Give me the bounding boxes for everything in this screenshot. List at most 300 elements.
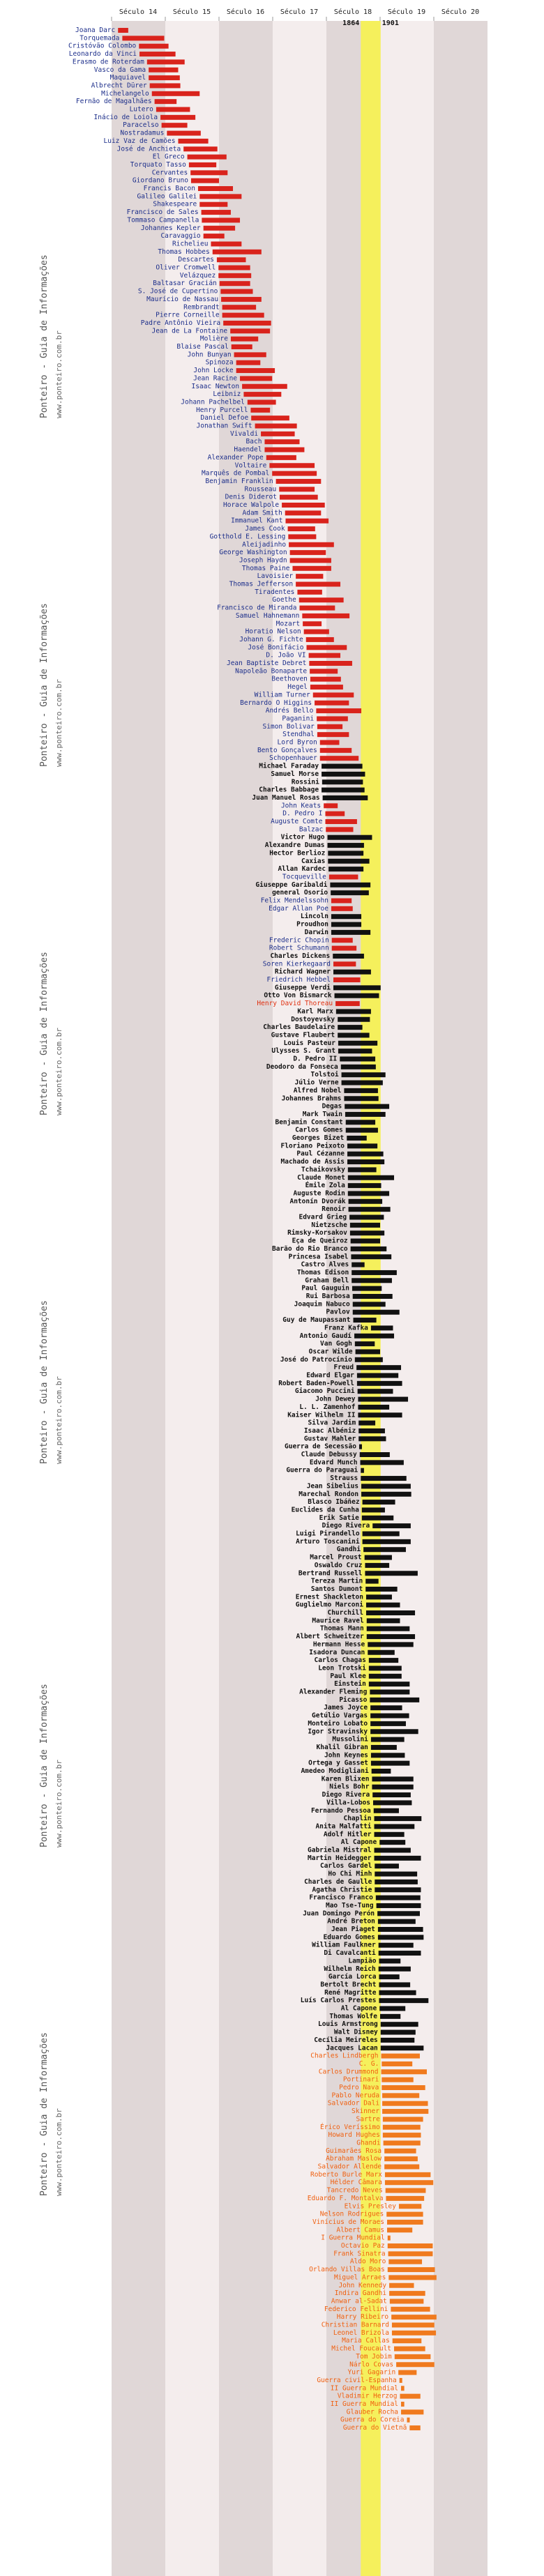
person-label: Inácio de Loiola <box>93 113 158 121</box>
person-label: Ho Chi Minh <box>328 1870 372 1878</box>
watermark-title: Ponteiro - Guia de Informações <box>39 1684 50 1847</box>
person-label: Federico Fellini <box>324 2305 388 2313</box>
watermark-url: www.ponteiro.com.br <box>54 679 63 767</box>
person-label: Vasco da Gama <box>93 66 146 74</box>
timeline-bar <box>361 1492 411 1497</box>
timeline-bar <box>371 1753 405 1758</box>
person-label: Benjamin Franklin <box>205 477 273 485</box>
person-label: Robert Baden-Powell <box>278 1379 354 1387</box>
person-label: Proudhon <box>296 920 328 929</box>
person-label: Miguel Arraes <box>333 2273 386 2282</box>
person-label: Giordano Bruno <box>132 176 188 185</box>
person-label: Lord Byron <box>277 738 317 747</box>
timeline-bar <box>266 455 296 460</box>
person-label: Andrés Bello <box>265 707 314 715</box>
person-label: Jacques Lacan <box>326 2044 378 2052</box>
person-label: Caxias <box>301 857 326 865</box>
person-label: Benjamin Constant <box>275 1118 343 1127</box>
timeline-bar <box>409 2425 420 2430</box>
timeline-bar <box>388 2236 391 2241</box>
timeline-bar <box>370 1721 406 1726</box>
timeline-bar <box>379 1958 400 1963</box>
person-label: Alfred Nobel <box>293 1086 342 1095</box>
timeline-bar <box>320 756 358 761</box>
person-label: Guimarães Rosa <box>326 2147 382 2155</box>
timeline-bar <box>242 384 287 389</box>
person-label: Al Capone <box>340 1838 377 1847</box>
person-label: Franz Kafka <box>324 1324 368 1332</box>
person-label: Descartes <box>178 256 214 264</box>
timeline-bar <box>371 1745 397 1750</box>
person-label: Elvis Presley <box>344 2202 396 2211</box>
timeline-bar <box>331 914 361 919</box>
watermark-url: www.ponteiro.com.br <box>54 1028 63 1115</box>
person-label: Soren Kierkegaard <box>262 960 331 968</box>
person-label: Christian Barnard <box>321 2321 389 2329</box>
timeline-bar <box>361 1460 404 1465</box>
timeline-bar <box>383 2117 423 2121</box>
timeline-bar <box>388 2251 433 2256</box>
person-label: Niels Bohr <box>329 1783 370 1791</box>
timeline-bar <box>370 1714 409 1718</box>
person-label: Maquiavel <box>109 74 146 82</box>
person-label: Tommaso Campanella <box>127 216 199 224</box>
person-label: Jonathan Swift <box>196 422 252 430</box>
timeline-bar <box>381 2078 413 2082</box>
person-label: Schopenhauer <box>269 754 317 763</box>
timeline-bar <box>375 1832 405 1837</box>
highlight-year-label: 1864 <box>342 20 360 27</box>
timeline-bar <box>285 510 322 515</box>
timeline-bar <box>230 328 270 333</box>
person-label: Frederic Chopin <box>269 936 329 945</box>
person-label: Tancredo Neves <box>326 2186 383 2195</box>
person-label: Henry David Thoreau <box>257 1000 333 1008</box>
timeline-bar <box>351 1239 380 1244</box>
timeline-bar <box>358 1405 389 1410</box>
timeline-bar <box>223 321 271 326</box>
person-label: Carlos Gomes <box>295 1126 343 1134</box>
person-label: Hélder Câmara <box>330 2179 382 2187</box>
person-label: Di Cavalcanti <box>324 1949 376 1958</box>
timeline-bar <box>386 2188 426 2193</box>
timeline-bar <box>288 534 316 539</box>
timeline-bar <box>338 1041 377 1046</box>
person-label: Pierre Corneille <box>156 311 220 319</box>
timeline-bar <box>372 1769 391 1774</box>
person-label: José do Patrocínio <box>280 1355 352 1364</box>
timeline-bar <box>396 2362 435 2367</box>
timeline-bar <box>391 2307 430 2312</box>
timeline-bar <box>349 1215 384 1220</box>
timeline-bar <box>264 448 304 452</box>
timeline-bar <box>248 399 276 404</box>
watermark-url: www.ponteiro.com.br <box>54 1760 63 1847</box>
watermark-title: Ponteiro - Guia de Informações <box>39 2032 50 2196</box>
person-label: Henry Purcell <box>196 406 248 414</box>
timeline-bar <box>333 985 381 990</box>
timeline-bar <box>347 1159 384 1164</box>
timeline-bar <box>392 2331 436 2335</box>
timeline-bar <box>340 1057 375 1062</box>
timeline-bar <box>288 526 315 531</box>
person-label: Louis Pasteur <box>283 1039 335 1047</box>
watermark-title: Ponteiro - Guia de Informações <box>39 254 50 418</box>
person-label: Napoleão Bonaparte <box>235 667 308 676</box>
timeline-bar <box>282 503 325 508</box>
timeline-bar <box>290 558 331 563</box>
timeline-bar <box>368 1650 395 1655</box>
person-label: Horatio Nelson <box>245 627 301 636</box>
person-label: Júlio Verne <box>294 1079 339 1087</box>
person-label: Bernardo O Higgins <box>240 699 312 707</box>
timeline-bar <box>384 2140 421 2145</box>
person-label: Renoir <box>322 1205 346 1214</box>
timeline-bar <box>371 1325 393 1330</box>
person-label: Thomas Jefferson <box>229 580 294 588</box>
person-label: Eça de Queiroz <box>292 1237 348 1245</box>
person-label: Aldo Moro <box>349 2257 386 2266</box>
timeline-bar <box>383 2133 421 2137</box>
person-label: Marechal Rondon <box>299 1490 359 1498</box>
person-label: Tchaikovsky <box>301 1166 345 1174</box>
timeline-bar <box>328 843 364 848</box>
timeline-bar <box>372 1523 411 1528</box>
person-label: Lincoln <box>300 913 328 921</box>
timeline-bar <box>381 2022 418 2027</box>
person-label: Gotthold E. Lessing <box>209 533 286 541</box>
timeline-bar <box>188 155 227 160</box>
person-label: Michelangelo <box>101 89 149 98</box>
person-label: Samuel Morse <box>271 770 319 778</box>
person-label: Richelieu <box>172 240 209 248</box>
timeline-bar <box>379 1951 421 1956</box>
person-label: Nietzsche <box>311 1221 347 1229</box>
person-label: Vivaldi <box>230 429 259 438</box>
timeline-bar <box>222 313 264 318</box>
timeline-bar <box>139 52 176 56</box>
person-label: Auguste Comte <box>271 818 323 825</box>
timeline-bar <box>359 1445 362 1449</box>
person-label: Carlos Gardel <box>319 1862 372 1870</box>
person-label: Charles de Gaulle <box>304 1877 372 1886</box>
person-label: El Greco <box>152 153 185 161</box>
timeline-bar <box>370 1705 402 1710</box>
timeline-bar <box>394 2347 425 2352</box>
timeline-bar <box>213 250 262 254</box>
timeline-bar <box>361 1484 411 1488</box>
highlight-year-label: 1901 <box>381 20 399 27</box>
person-label: Jean Baptiste Debret <box>226 660 307 667</box>
timeline-bar <box>322 772 365 777</box>
person-label: Giuseppe Garibaldi <box>255 881 328 889</box>
timeline-bar <box>360 1452 390 1457</box>
person-label: Aleijadinho <box>242 540 287 549</box>
timeline-bar <box>356 1365 401 1370</box>
person-label: Eduardo F. Montalva <box>307 2194 384 2202</box>
person-label: Padre Antônio Vieira <box>140 319 221 327</box>
person-label: Gustave Flaubert <box>271 1031 335 1039</box>
century-label: Século 19 <box>387 8 426 16</box>
person-label: Agatha Christie <box>312 1886 372 1894</box>
timeline-bar <box>400 2378 402 2383</box>
person-label: Edgar Allan Poe <box>269 904 328 913</box>
person-label: Leibniz <box>213 390 241 399</box>
timeline-bar <box>372 1792 411 1797</box>
person-label: Karen Blixen <box>321 1775 370 1783</box>
person-label: Horace Walpole <box>223 501 280 509</box>
person-label: Luigi Pirandello <box>296 1530 360 1538</box>
timeline-bar <box>149 75 180 80</box>
person-label: Nelson Rodrigues <box>319 2210 384 2218</box>
timeline-bar <box>310 669 338 673</box>
person-label: Abraham Maslow <box>326 2155 382 2163</box>
person-label: Kaiser Wilhelm II <box>287 1411 356 1419</box>
person-label: Edward Elgar <box>306 1371 354 1380</box>
timeline-bar <box>218 273 251 278</box>
person-label: Floriano Peixoto <box>280 1142 345 1150</box>
timeline-bar <box>279 487 315 491</box>
timeline-bar <box>240 376 272 381</box>
timeline-bar <box>328 867 363 871</box>
timeline-bar <box>328 851 363 855</box>
timeline-bar <box>365 1555 392 1560</box>
timeline-bar <box>407 2418 410 2423</box>
timeline-bar <box>358 1428 385 1433</box>
timeline-bar <box>361 1476 406 1481</box>
timeline-bar <box>382 2109 428 2114</box>
person-label: Amedeo Modigliani <box>301 1767 369 1775</box>
person-label: Oswaldo Cruz <box>314 1561 363 1569</box>
timeline-bar <box>358 1436 386 1441</box>
person-label: Barão do Rio Branco <box>271 1244 348 1253</box>
person-label: Velázquez <box>179 271 216 280</box>
person-label: L. L. Zamenhof <box>299 1403 356 1411</box>
person-label: Mao Tse-Tung <box>325 1901 374 1910</box>
person-label: Chaplin <box>343 1815 372 1823</box>
timeline-bar <box>351 1247 387 1251</box>
timeline-bar <box>378 1935 423 1939</box>
timeline-bar <box>326 827 353 832</box>
person-label: Ernest Shackleton <box>295 1593 363 1601</box>
timeline-bar <box>155 99 177 104</box>
person-label: Maurício de Nassau <box>146 295 219 303</box>
timeline-bar <box>386 2196 424 2201</box>
person-label: D. Pedro II <box>293 1055 338 1063</box>
person-label: Érico Veríssimo <box>320 2123 380 2131</box>
person-label: Denis Diderot <box>225 493 278 501</box>
person-label: S. José de Cupertino <box>137 287 218 296</box>
timeline-bar <box>346 1128 378 1133</box>
timeline-bar <box>289 542 334 547</box>
timeline-bar <box>139 44 168 49</box>
person-label: Juan Manuel Rosas <box>252 793 320 802</box>
timeline-bar <box>381 2038 415 2043</box>
person-label: John Keynes <box>324 1751 368 1760</box>
person-label: Karl Marx <box>297 1007 333 1016</box>
person-label: Friedrich Hebbel <box>266 976 331 984</box>
person-label: Francis Bacon <box>143 185 195 192</box>
person-label: Giuseppe Verdi <box>274 984 331 992</box>
person-label: Juan Domingo Perón <box>303 1910 375 1918</box>
timeline-bar <box>345 1104 389 1109</box>
timeline-bar <box>341 1065 376 1069</box>
timeline-bar <box>401 2402 405 2407</box>
timeline-bar <box>367 1626 410 1631</box>
person-label: Einstein <box>334 1680 366 1689</box>
person-label: Goethe <box>272 596 296 604</box>
timeline-bar <box>348 1191 389 1196</box>
person-label: Roberto Burle Marx <box>310 2170 382 2179</box>
person-label: Monteiro Lobato <box>308 1719 368 1728</box>
timeline-bar <box>375 1872 417 1877</box>
person-label: Molière <box>199 335 228 343</box>
person-label: Daniel Defoe <box>200 414 249 422</box>
person-label: Princesa Isabel <box>288 1253 349 1261</box>
person-label: Maurice Ravel <box>312 1617 364 1625</box>
timeline-bar <box>373 1800 411 1805</box>
timeline-bar <box>338 1049 372 1053</box>
timeline-bar <box>370 1698 419 1702</box>
timeline-bar <box>313 692 354 697</box>
person-label: Rembrandt <box>183 303 220 312</box>
person-label: I Guerra Mundial <box>321 2234 385 2242</box>
timeline-bar <box>320 748 352 753</box>
timeline-bar <box>348 1183 381 1188</box>
timeline-bar <box>331 922 361 927</box>
person-label: Diego Rivera <box>322 1791 370 1799</box>
timeline-bar <box>381 2054 420 2059</box>
person-label: Cervantes <box>151 169 188 177</box>
timeline-bar <box>309 653 340 658</box>
timeline-bar <box>149 68 178 73</box>
person-label: Paracelso <box>123 121 159 130</box>
timeline-bar <box>269 463 315 468</box>
person-label: Walt Disney <box>333 2028 378 2036</box>
timeline-bar <box>385 2180 433 2185</box>
person-label: Luiz Vaz de Camões <box>103 137 176 145</box>
timeline-bar <box>355 1341 375 1346</box>
person-label: Bertrand Russell <box>298 1569 363 1578</box>
timeline-bar <box>353 1310 400 1315</box>
century-label: Século 15 <box>172 8 211 16</box>
person-label: Skinner <box>352 2108 380 2116</box>
person-label: Johann G. Fichte <box>239 635 303 643</box>
timeline-bar <box>352 1278 392 1283</box>
timeline-bar <box>388 2243 433 2248</box>
person-label: Louis Armstrong <box>317 2020 378 2029</box>
timeline-bar <box>377 1911 420 1916</box>
person-label: Wilhelm Reich <box>324 1965 376 1973</box>
person-label: Francisco de Miranda <box>217 604 297 612</box>
person-label: Maria Callas <box>342 2337 390 2345</box>
person-label: Edvard Munch <box>309 1458 358 1467</box>
person-label: Johannes Brahms <box>281 1095 342 1103</box>
timeline-bar <box>211 241 241 246</box>
timeline-bar <box>338 1025 362 1030</box>
person-label: Guerra do Coreia <box>340 2416 405 2424</box>
timeline-bar <box>361 1468 364 1473</box>
person-label: Martin Heidegger <box>308 1854 372 1862</box>
timeline-bar <box>379 1943 414 1948</box>
timeline-bar <box>399 2204 421 2209</box>
person-label: Robert Schumann <box>269 944 329 952</box>
person-label: Carlos Drummond <box>318 2068 379 2076</box>
timeline-bar <box>382 2101 428 2106</box>
watermark <box>39 1300 67 1492</box>
timeline-bar <box>243 392 281 397</box>
timeline-bar <box>378 1919 416 1924</box>
person-label: Nárlo Covas <box>349 2361 394 2369</box>
person-label: Felix Mendelssohn <box>260 897 328 905</box>
watermark <box>39 952 67 1143</box>
timeline-bar <box>317 716 348 721</box>
timeline-bar <box>353 1294 393 1299</box>
timeline-bar <box>347 1136 366 1141</box>
timeline-bar <box>306 637 334 642</box>
person-label: René Magritte <box>324 1988 377 1997</box>
person-label: Francisco de Sales <box>126 208 199 217</box>
person-label: Thomas Mann <box>319 1624 364 1633</box>
person-label: Leonel Brizola <box>333 2329 389 2337</box>
person-label: Igor Stravinsky <box>308 1728 368 1736</box>
person-label: Thomas Edison <box>296 1268 349 1276</box>
person-label: Guerra do Vietnã <box>342 2424 407 2432</box>
person-label: Euclides da Cunha <box>291 1506 359 1514</box>
timeline-bar <box>366 1610 415 1615</box>
person-label: Gustav Mahler <box>303 1435 356 1443</box>
person-label: Cecília Meireles <box>314 2036 378 2044</box>
person-label: Paul Klee <box>330 1672 366 1680</box>
person-label: Adam Smith <box>242 509 282 517</box>
timeline-bar <box>379 2006 405 2011</box>
person-label: Vladimir Herzog <box>337 2392 398 2400</box>
timeline-bar <box>349 1207 391 1212</box>
person-label: Santos Dumont <box>310 1585 363 1593</box>
person-label: James Joyce <box>324 1704 368 1712</box>
person-label: Immanuel Kant <box>231 517 283 525</box>
timeline-bar <box>369 1666 402 1670</box>
person-label: Michel Foucault <box>331 2345 392 2353</box>
person-label: Lavoisier <box>257 572 294 581</box>
timeline-bar <box>398 2370 416 2375</box>
timeline-bar <box>375 1816 422 1821</box>
person-label: Bach <box>245 438 262 446</box>
timeline-bar <box>331 899 352 904</box>
person-label: Degas <box>322 1102 342 1111</box>
century-label: Século 18 <box>333 8 372 16</box>
timeline-bar <box>333 970 371 975</box>
timeline-bar <box>335 1001 360 1006</box>
timeline-bar <box>358 1412 402 1417</box>
person-label: Stendhal <box>282 731 315 739</box>
person-label: Guy de Maupassant <box>282 1316 351 1325</box>
timeline-bar <box>316 708 361 713</box>
person-label: Adolf Hitler <box>323 1830 372 1838</box>
timeline-bar <box>331 930 370 935</box>
person-label: Pablo Neruda <box>331 2091 380 2100</box>
person-label: Gandhi <box>336 1546 361 1554</box>
timeline-bar <box>377 1903 421 1908</box>
timeline-bar <box>372 1785 413 1790</box>
person-label: Giacomo Puccini <box>294 1387 355 1396</box>
timeline-bar <box>338 1032 369 1037</box>
person-label: II Guerra Mundial <box>330 2400 399 2408</box>
timeline-bar <box>370 1729 418 1734</box>
timeline-bar <box>330 883 370 887</box>
person-label: Ulysses S. Grant <box>271 1047 335 1055</box>
person-label: Isaac Newton <box>191 382 240 390</box>
